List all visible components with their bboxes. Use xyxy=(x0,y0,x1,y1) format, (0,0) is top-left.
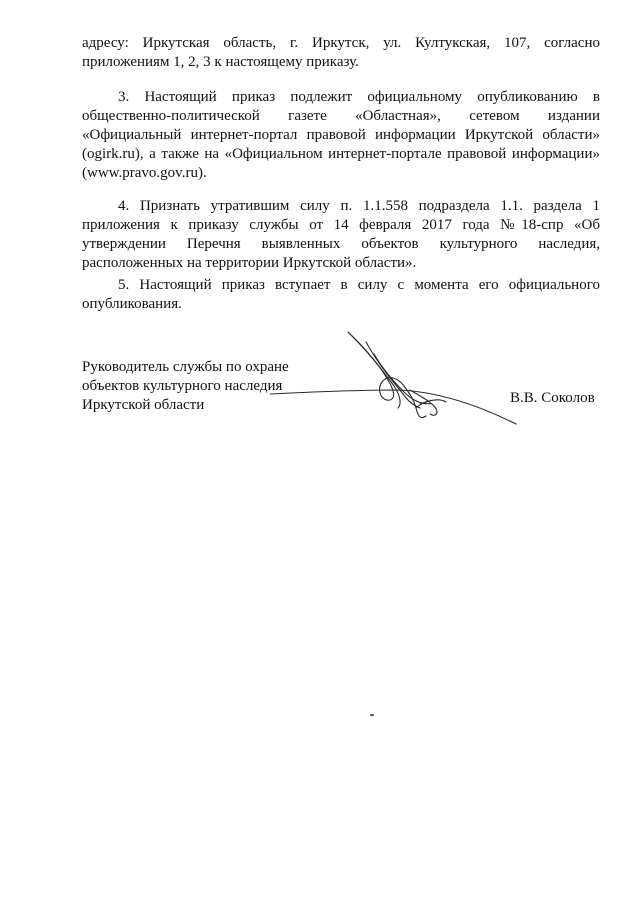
paragraph-3-publication: 3. Настоящий приказ подлежит официальному опубликованию в общественно-политической газете «Областная», сетевом издании «Официальный интернет-портал правовой информации Иркутской области» (ogirk.ru), а также на «Официальном интернет-портале правовой информации» (www.pravo.gov.ru). xyxy=(82,89,600,181)
paragraph-continuation: адресу: Иркутская область, г. Иркутск, ул. Култукская, 107, согласно приложениям 1, 2, 3 к настоящему приказу. xyxy=(82,35,600,70)
handwritten-signature xyxy=(270,320,530,435)
paragraph-4-repeal: 4. Признать утратившим силу п. 1.1.558 подраздела 1.1. раздела 1 приложения к приказу службы от 14 февраля 2017 года №18-спр «Об утверждении Перечня выявленных объектов культурного наследия, расположенных на территории Иркутской области». xyxy=(82,198,600,271)
scan-speck xyxy=(370,714,374,716)
position-line: объектов культурного наследия xyxy=(82,378,283,394)
position-line: Руководитель службы по охране xyxy=(82,359,289,375)
position-line: Иркутской области xyxy=(82,397,205,413)
signer-name: В.В. Соколов xyxy=(510,390,595,406)
paragraph-5-entry-into-force: 5. Настоящий приказ вступает в силу с момента его официального опубликования. xyxy=(82,277,600,312)
